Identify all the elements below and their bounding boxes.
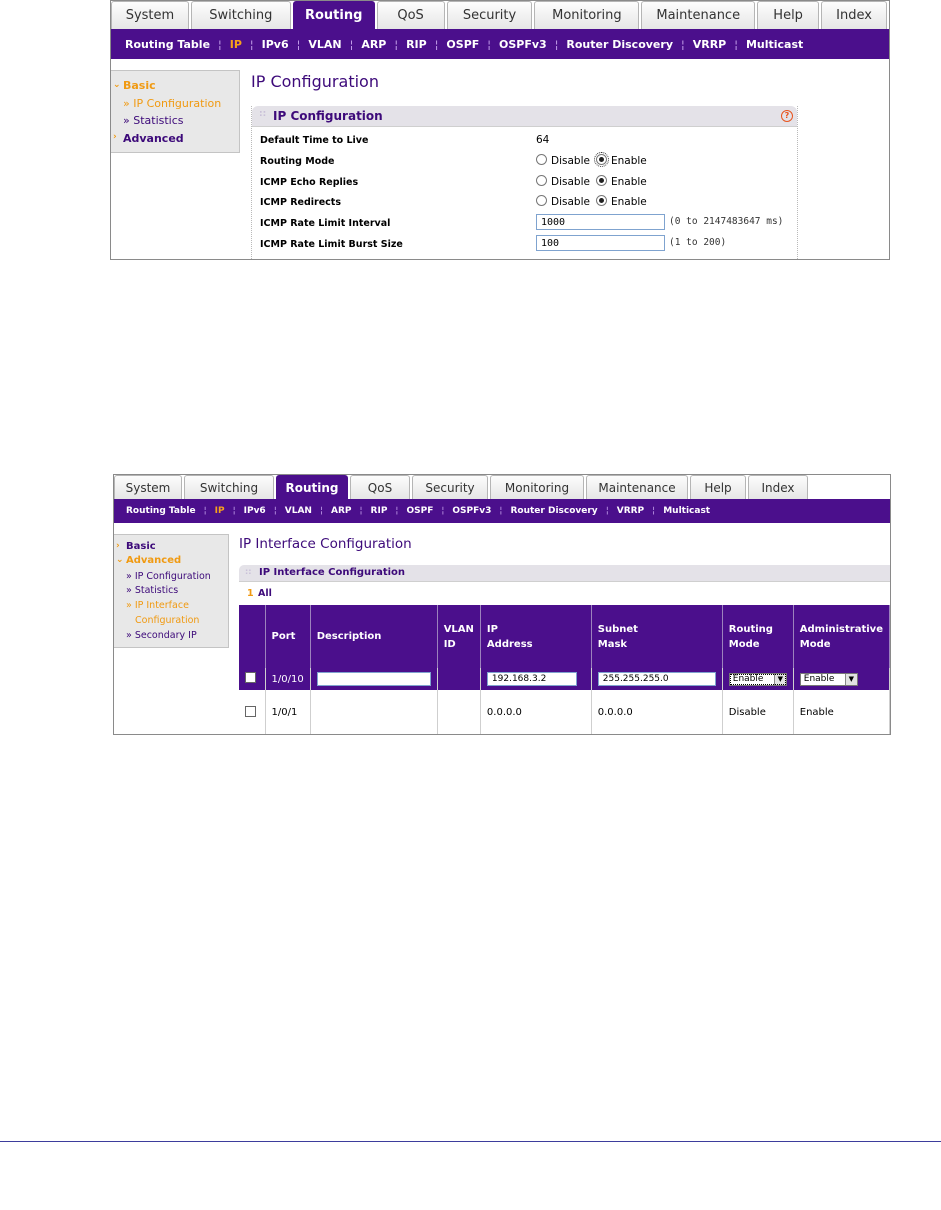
vlan-cell <box>437 690 480 735</box>
routing-mode-disable-label: Disable <box>551 155 590 167</box>
interface-table <box>239 605 890 735</box>
main-tab-bar <box>111 1 889 29</box>
header-ip-address <box>480 605 591 668</box>
tab-maintenance[interactable]: Maintenance <box>586 475 688 499</box>
description-cell <box>310 668 437 690</box>
icmp-redirects-enable-label: Enable <box>611 196 647 208</box>
tab-qos[interactable]: QoS <box>377 1 445 29</box>
header-vlan-id <box>437 605 480 668</box>
sidebar-item-secondary-ip[interactable]: » Secondary IP <box>126 630 197 641</box>
screenshot-ip-interface-configuration <box>113 474 891 735</box>
sidebar-item-ip-interface-configuration[interactable]: Configuration <box>135 615 200 626</box>
subnav-routing-table[interactable]: Routing Table <box>126 506 196 516</box>
admin-mode-cell <box>793 668 889 690</box>
tab-system[interactable]: System <box>111 1 189 29</box>
tab-switching[interactable]: Switching <box>191 1 291 29</box>
subnav-multicast[interactable]: Multicast <box>663 506 711 516</box>
header-port: Port <box>265 605 310 668</box>
subnav-router-discovery[interactable]: Router Discovery <box>566 37 673 51</box>
admin-mode-value: Enable <box>803 674 835 684</box>
header-admin-line2: Mode <box>799 638 831 650</box>
routing-mode-disable[interactable] <box>536 154 590 167</box>
subnav-ip[interactable]: IP <box>229 37 242 51</box>
tab-security[interactable]: Security <box>447 1 533 29</box>
header-vlan-line1: VLAN <box>443 623 474 635</box>
header-administrative-mode <box>793 605 889 668</box>
sidebar <box>114 534 229 648</box>
sub-nav-bar: Routing Table ¦ IP ¦ IPv6 ¦ VLAN ¦ ARP ¦ RIP ¦ OSPF ¦ OSPFv3 ¦ Router Discovery ¦ VRRP ¦ Multicast <box>111 29 889 59</box>
sidebar-item-ip-configuration[interactable]: » IP Configuration <box>126 571 211 582</box>
table-row[interactable] <box>239 668 890 690</box>
sidebar-item-ip-configuration[interactable]: » IP Configuration <box>123 97 222 110</box>
header-description: Description <box>310 605 437 668</box>
routing-mode-disable-radio[interactable] <box>536 154 547 165</box>
sidebar <box>111 70 240 153</box>
subnav-ipv6[interactable]: IPv6 <box>261 37 289 51</box>
header-mask-line2: Mask <box>597 638 628 650</box>
ip-address-cell: 0.0.0.0 <box>480 690 591 735</box>
header-ip-line2: Address <box>486 638 533 650</box>
description-cell <box>310 690 437 735</box>
header-admin-line1: Administrative <box>799 623 883 635</box>
tab-index[interactable]: Index <box>748 475 808 499</box>
port-cell: 1/0/1 <box>265 690 310 735</box>
description-input[interactable] <box>317 672 431 686</box>
routing-mode-enable[interactable] <box>596 154 647 167</box>
subnet-mask-cell: 0.0.0.0 <box>591 690 722 735</box>
subnav-ospf[interactable]: OSPF <box>446 37 480 51</box>
routing-mode-cell <box>722 668 793 690</box>
ip-address-input[interactable]: 192.168.3.2 <box>487 672 577 686</box>
page-title: IP Interface Configuration <box>239 536 412 552</box>
tab-qos[interactable]: QoS <box>350 475 410 499</box>
tab-switching[interactable]: Switching <box>184 475 274 499</box>
burst-size-label: ICMP Rate Limit Burst Size <box>260 239 403 250</box>
sidebar-advanced[interactable]: Advanced <box>123 132 184 145</box>
icmp-redirects-disable-label: Disable <box>551 196 590 208</box>
sidebar-basic[interactable]: Basic <box>126 541 156 552</box>
subnav-ospf[interactable]: OSPF <box>406 506 434 516</box>
icmp-redirects-disable-radio[interactable] <box>536 195 547 206</box>
icmp-redirects-enable[interactable] <box>596 195 647 208</box>
header-mask-line1: Subnet <box>597 623 638 635</box>
icmp-redirects-disable[interactable] <box>536 195 590 208</box>
rate-interval-hint: (0 to 2147483647 ms) <box>669 216 784 227</box>
header-ip-line1: IP <box>486 623 498 635</box>
icmp-echo-enable[interactable] <box>596 175 647 188</box>
icmp-echo-disable-label: Disable <box>551 176 590 188</box>
tab-system[interactable]: System <box>114 475 182 499</box>
tab-monitoring[interactable]: Monitoring <box>534 1 639 29</box>
drag-grip-icon: :: <box>245 567 252 576</box>
vlan-cell <box>437 668 480 690</box>
help-icon[interactable]: ? <box>781 110 793 122</box>
ttl-value: 64 <box>536 134 550 146</box>
burst-size-input[interactable]: 100 <box>536 235 665 251</box>
icmp-echo-disable-radio[interactable] <box>536 175 547 186</box>
main-tab-bar <box>114 475 890 499</box>
tab-routing[interactable]: Routing <box>276 475 348 499</box>
section-header <box>239 565 890 582</box>
sidebar-advanced-arrow-icon: ⌄ <box>116 555 124 565</box>
tab-help[interactable]: Help <box>690 475 746 499</box>
row-checkbox[interactable] <box>245 706 256 717</box>
subnav-rip[interactable]: RIP <box>406 37 427 51</box>
tab-routing[interactable]: Routing <box>293 1 375 29</box>
tab-maintenance[interactable]: Maintenance <box>641 1 755 29</box>
icmp-echo-disable[interactable] <box>536 175 590 188</box>
header-routing-line1: Routing <box>728 623 773 635</box>
row-checkbox[interactable] <box>245 672 256 683</box>
row-select-cell <box>239 668 265 690</box>
icmp-echo-enable-label: Enable <box>611 176 647 188</box>
tab-index[interactable]: Index <box>821 1 887 29</box>
section-title: IP Interface Configuration <box>259 567 406 578</box>
filter-all-link[interactable]: All <box>258 588 272 599</box>
page-title: IP Configuration <box>251 72 379 91</box>
admin-mode-cell: Enable <box>793 690 889 735</box>
routing-mode-cell: Disable <box>722 690 793 735</box>
subnav-ospfv3[interactable]: OSPFv3 <box>499 37 547 51</box>
tab-monitoring[interactable]: Monitoring <box>490 475 584 499</box>
ttl-label: Default Time to Live <box>260 135 369 146</box>
row-select-cell <box>239 690 265 735</box>
subnav-vlan[interactable]: VLAN <box>284 506 312 516</box>
sub-nav-bar: Routing Table ¦ IP ¦ IPv6 ¦ VLAN ¦ ARP ¦ RIP ¦ OSPF ¦ OSPFv3 ¦ Router Discovery ¦ VRRP ¦ Multicast <box>114 499 890 523</box>
subnav-vrrp[interactable]: VRRP <box>616 506 645 516</box>
routing-mode-value: Enable <box>732 674 764 684</box>
sidebar-basic-arrow-icon: › <box>116 541 120 551</box>
burst-size-hint: (1 to 200) <box>669 237 727 248</box>
sidebar-item-statistics[interactable]: » Statistics <box>126 585 179 596</box>
section-header <box>252 106 797 127</box>
subnav-ipv6[interactable]: IPv6 <box>243 506 266 516</box>
subnav-vlan[interactable]: VLAN <box>308 37 342 51</box>
sidebar-item-statistics[interactable]: » Statistics <box>123 114 184 127</box>
subnet-mask-input[interactable]: 255.255.255.0 <box>598 672 716 686</box>
chevron-down-icon: ▼ <box>774 674 786 685</box>
header-routing-mode <box>722 605 793 668</box>
icmp-echo-enable-radio[interactable] <box>596 175 607 186</box>
admin-mode-select[interactable] <box>800 673 858 686</box>
header-select <box>239 605 265 668</box>
routing-mode-select[interactable] <box>729 673 787 686</box>
port-cell: 1/0/10 <box>265 668 310 690</box>
section-title: IP Configuration <box>273 109 383 123</box>
routing-mode-enable-label: Enable <box>611 155 647 167</box>
sidebar-advanced[interactable]: Advanced <box>126 555 182 566</box>
sidebar-advanced-arrow-icon: › <box>113 132 117 142</box>
subnav-ip[interactable]: IP <box>214 506 225 516</box>
sidebar-item-ip-interface[interactable]: » IP Interface <box>126 600 189 611</box>
chevron-down-icon: ▼ <box>845 674 857 685</box>
routing-mode-enable-radio[interactable] <box>596 154 607 165</box>
tab-security[interactable]: Security <box>412 475 488 499</box>
subnav-router-discovery[interactable]: Router Discovery <box>510 506 598 516</box>
subnav-arp[interactable]: ARP <box>331 506 352 516</box>
header-vlan-line2: ID <box>443 638 456 650</box>
header-routing-line2: Mode <box>728 638 760 650</box>
footer-divider <box>0 1141 941 1142</box>
subnav-vrrp[interactable]: VRRP <box>692 37 727 51</box>
sidebar-basic-arrow-icon: ⌄ <box>113 80 121 90</box>
subnav-multicast[interactable]: Multicast <box>745 37 804 51</box>
header-subnet-mask <box>591 605 722 668</box>
screenshot-ip-configuration <box>110 0 890 260</box>
filter-index: 1 <box>247 588 254 599</box>
subnet-mask-cell <box>591 668 722 690</box>
ip-address-cell <box>480 668 591 690</box>
config-panel <box>251 106 798 260</box>
icmp-redirects-label: ICMP Redirects <box>260 197 342 208</box>
subnav-ospfv3[interactable]: OSPFv3 <box>452 506 492 516</box>
icmp-redirects-enable-radio[interactable] <box>596 195 607 206</box>
routing-mode-label: Routing Mode <box>260 156 335 167</box>
rate-interval-input[interactable]: 1000 <box>536 214 665 230</box>
icmp-echo-label: ICMP Echo Replies <box>260 177 359 188</box>
subnav-rip[interactable]: RIP <box>370 506 388 516</box>
drag-grip-icon: :: <box>259 109 267 119</box>
subnav-routing-table[interactable]: Routing Table <box>125 37 211 51</box>
rate-interval-label: ICMP Rate Limit Interval <box>260 218 391 229</box>
subnav-arp[interactable]: ARP <box>361 37 387 51</box>
sidebar-basic[interactable]: Basic <box>123 79 156 92</box>
table-row[interactable] <box>239 690 890 735</box>
tab-help[interactable]: Help <box>757 1 819 29</box>
